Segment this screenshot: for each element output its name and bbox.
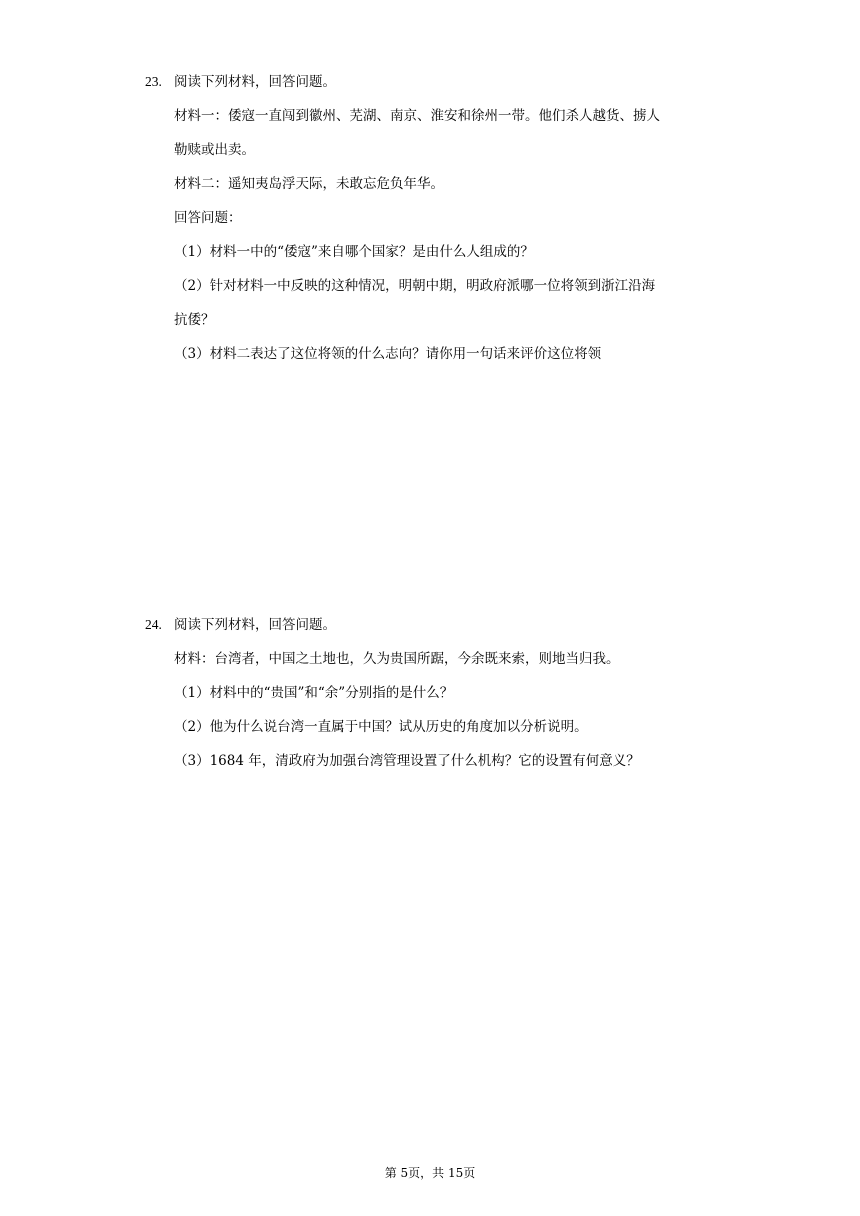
question-number: 23. (145, 74, 162, 89)
sub-question-1: （1）材料中的“贵国”和“余”分别指的是什么？ (174, 685, 454, 701)
sub-question-2-line-2: 抗倭？ (174, 312, 215, 328)
sub-question-3: （3）1684 年，清政府为加强台湾管理设置了什么机构？它的设置有何意义？ (174, 753, 640, 769)
sub-question-3: （3）材料二表达了这位将领的什么志向？请你用一句话来评价这位将领 (174, 346, 602, 362)
sub-question-2-line-1: （2）针对材料一中反映的这种情况，明朝中期，明政府派哪一位将领到浙江沿海 (174, 278, 656, 294)
sub-question-2: （2）他为什么说台湾一直属于中国？试从历史的角度加以分析说明。 (174, 719, 588, 735)
page-footer: 第 5页，共 15页 (384, 1166, 476, 1180)
material: 材料：台湾者，中国之土地也，久为贵国所踞，今余既来索，则地当归我。 (174, 651, 620, 667)
question-intro: 阅读下列材料，回答问题。 (174, 617, 336, 633)
material-one-line-1: 材料一：倭寇一直闯到徽州、芜湖、南京、淮安和徐州一带。他们杀人越货、掳人 (174, 108, 660, 124)
question-intro: 阅读下列材料，回答问题。 (174, 74, 336, 90)
material-one-line-2: 勒赎或出卖。 (174, 142, 255, 158)
sub-question-1: （1）材料一中的“倭寇”来自哪个国家？是由什么人组成的？ (174, 244, 534, 260)
material-two: 材料二：遥知夷岛浮天际，未敢忘危负年华。 (174, 176, 444, 192)
answer-prompt: 回答问题： (174, 210, 242, 226)
question-number: 24. (145, 617, 162, 632)
